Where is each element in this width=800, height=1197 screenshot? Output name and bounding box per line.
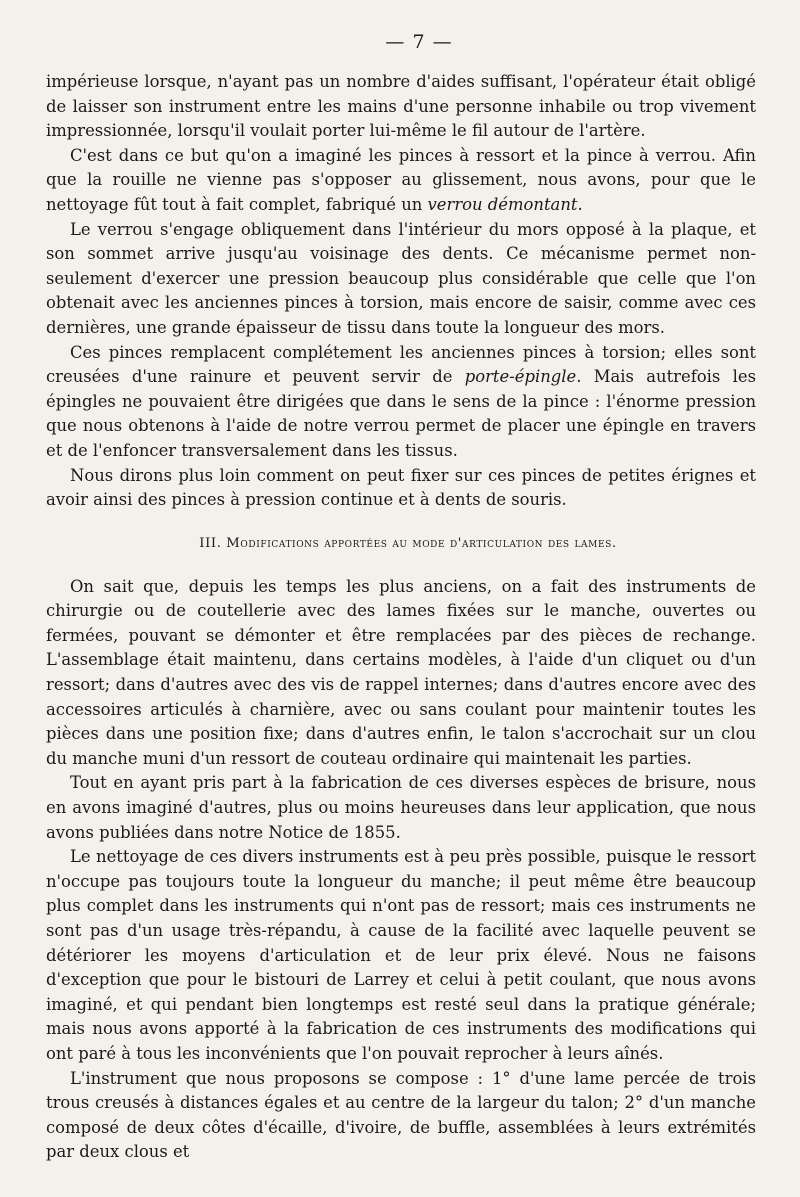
paragraph-2 (46, 144, 756, 218)
paragraph-9: L'instrument que nous proposons se compose : 1° d'une lame percée de trois trous creusés à distances égales et au centre de la largeur du talon; 2° d'un manche composé de deux côtes d'écaille, d'ivoire, de buffle, assemblées à leurs extrémités par deux clous et (46, 1068, 756, 1162)
paragraph-8: Le nettoyage de ces divers instruments est à peu près possible, puisque le ressort n'occupe pas toujours toute la longueur du manche; il peut même être beaucoup plus complet dans les instruments qui n'ont pas de ressort; mais ces instruments ne sont pas d'un usage très-répandu, à cause de la facilité avec laquelle peuvent se détériorer les moyens d'articulation et de leur prix élevé. Nous ne faisons d'exception que pour le bistouri de Larrey et celui à petit coulant, que nous avons imaginé, et qui pendant bien longtemps est resté seul dans la pratique générale; mais nous avons apporté à la fabrication de ces instruments des modifications qui ont paré à tous les inconvénients que l'on pouvait reprocher à leurs aînés. (46, 847, 756, 1063)
paragraph-3-text: Le verrou s'engage obliquement dans l'intérieur du mors opposé à la plaque, et son sommet arrive jusqu'au voisinage des dents. Ce mécanisme permet non-seulement d'exercer une pression beaucoup plus considérable que celle que l'on obtenait avec les anciennes pinces à torsion, mais encore de saisir, comme avec ces dernières, une grande épaisseur de tissu dans toute la longueur des mors. (46, 219, 756, 337)
paragraph-4-emphasis: porte-épingle (464, 367, 577, 387)
paragraph-1 (46, 70, 756, 144)
paragraph-5 (46, 464, 756, 513)
paragraph-4-text-end: . Mais autrefois les épingles ne pouvaient être dirigées que dans le sens de la pince : l'énorme pression que nous obtenons à l'aide de notre verrou permet de placer une épingle en travers et de l'enfoncer transversalement dans les tissus. (46, 367, 756, 460)
paragraph-4-text: Ces pinces remplacent complétement les anciennes pinces à torsion; elles sont creusées d'une rainure et peuvent servir de (46, 342, 756, 387)
paragraph-1-text: impérieuse lorsque, n'ayant pas un nombre d'aides suffisant, l'opérateur était obligé de laisser son instrument entre les mains d'une personne inhabile ou trop vivement impressionnée, lorsqu'il voulait porter lui-même le fil autour de l'artère. (46, 72, 756, 141)
paragraph-6: On sait que, depuis les temps les plus anciens, on a fait des instruments de chirurgie ou de coutellerie avec des lames fixées sur le manche, ouvertes ou fermées, pouvant se démonter et être remplacées par des pièces de rechange. L'assemblage était maintenu, dans certains modèles, à l'aide d'un cliquet ou d'un ressort; dans d'autres avec des vis de rappel internes; dans d'autres encore avec des accessoires articulés à charnière, avec ou sans coulant pour maintenir toutes les pièces dans une position fixe; dans d'autres enfin, le talon s'accrochait sur un clou du manche muni d'un ressort de couteau ordinaire qui maintenait les parties. (46, 576, 756, 768)
paragraph-7: Tout en ayant pris part à la fabrication de ces diverses espèces de brisure, nous en avons imaginé d'autres, plus ou moins heureuses dans leur application, que nous avons publiées dans notre Notice de 1855. (46, 773, 756, 842)
page-number: — 7 — (385, 31, 453, 53)
paragraph-5-text: Nous dirons plus loin comment on peut fixer sur ces pinces de petites érignes et avoir ainsi des pinces à pression continue et à dents de souris. (46, 465, 756, 510)
paragraph-2-text: C'est dans ce but qu'on a imaginé les pinces à ressort et la pince à verrou. Afin que la rouille ne vienne pas s'opposer au glissement, nous avons, pour que le nettoyage fût tout à fait complet, fabriqué un (46, 145, 756, 214)
paragraph-2-emphasis: verrou démontant (427, 194, 578, 214)
paragraph-3 (46, 218, 756, 341)
paragraph-2-text-end: . (577, 194, 583, 214)
section-heading: III. Modifications apportées au mode d'articulation des lames. (199, 535, 617, 551)
paragraph-4 (46, 341, 756, 464)
